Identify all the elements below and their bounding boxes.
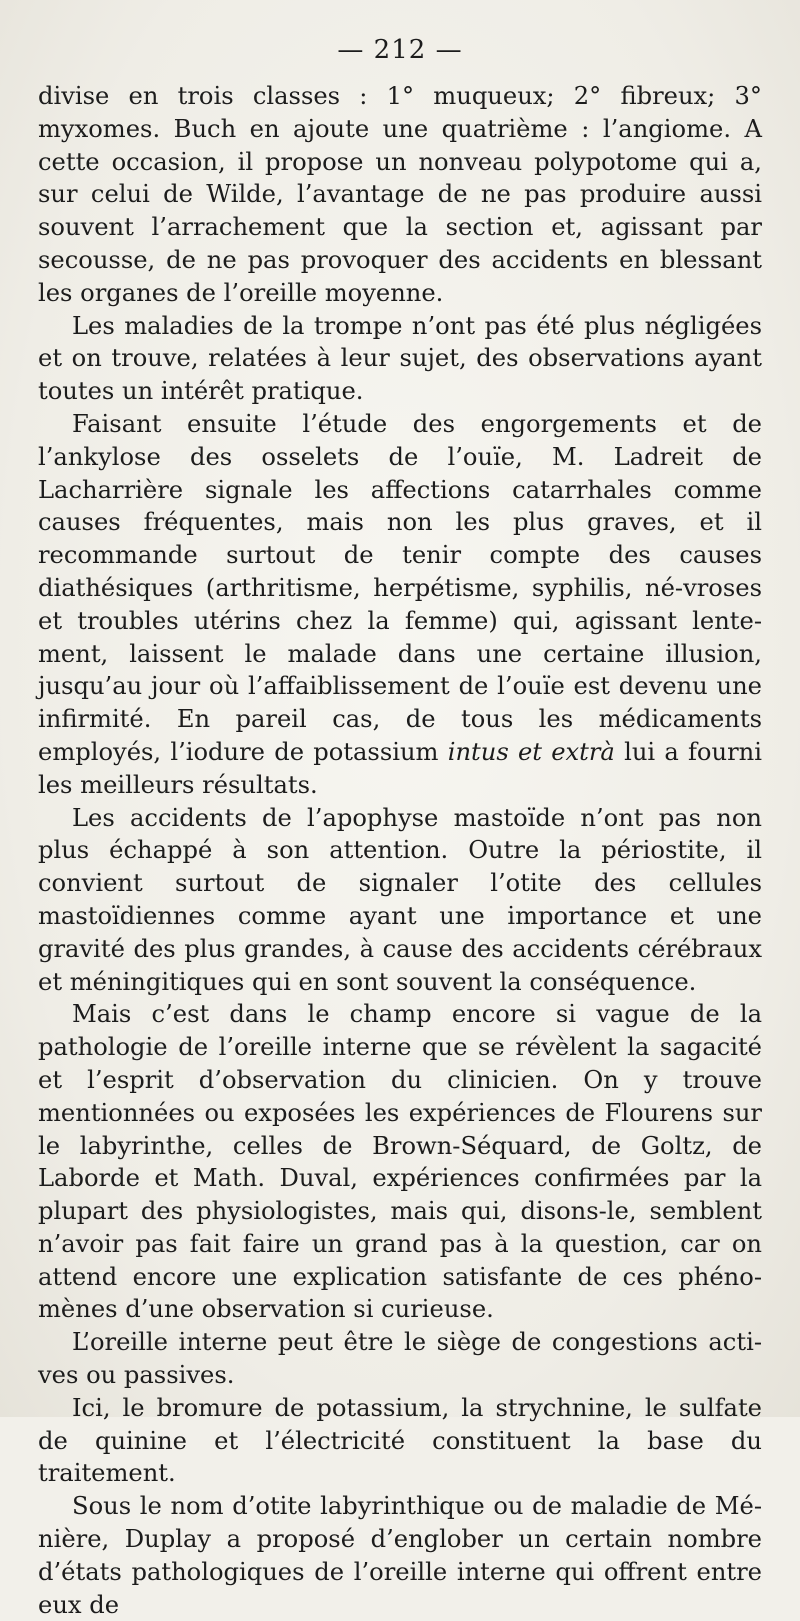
paragraph: Les maladies de la trompe n’ont pas été plus négligées et on trouve, relatées à leur sujet, des observations ayant toutes un intérêt pratique. [38,311,762,406]
body-text [38,80,762,1621]
paragraph: divise en trois classes : 1° muqueux; 2° fibreux; 3° myxomes. Buch en ajoute une quatrième : l’angiome. A cette occasion, il propose un nonveau polypotome qui a, sur celui de Wilde, l’avantage de ne pas produire aussi souvent l’arrachement que la section et, agissant par secousse, de ne pas provoquer des accidents en blessant les organes de l’oreille moyenne. [38,82,762,307]
paragraph: Ici, le bromure de potassium, la strychnine, le sulfate de quinine et l’électricité constituent la base du traitement. [38,1393,762,1488]
paragraph [38,408,762,802]
paragraph: L’oreille interne peut être le siège de congestions acti-ves ou passives. [38,1328,762,1390]
paragraph: Les accidents de l’apophyse mastoïde n’ont pas non plus échappé à son attention. Outre la périostite, il convient surtout de signaler l’otite des cellules mastoïdiennes comme ayant une importance et une gravité des plus grandes, à cause des accidents cérébraux et méningitiques qui en sont souvent la conséquence. [38,803,762,996]
paragraph: Mais c’est dans le champ encore si vague de la pathologie de l’oreille interne que se révèlent la sagacité et l’esprit d’observation du clinicien. On y trouve mentionnées ou exposées les expériences de Flourens sur le labyrinthe, celles de Brown-Séquard, de Goltz, de Laborde et Math. Duval, expériences confirmées par la plupart des physiologistes, mais qui, disons-le, semblent n’avoir pas fait faire un grand pas à la question, car on attend encore une explication satisfante de ces phéno-mènes d’une observation si curieuse. [38,1000,762,1324]
paragraph-text: Faisant ensuite l’étude des engorgements et de l’ankylose des osselets de l’ouïe, M. Ladreit de Lacharrière signale les affections catarrhales comme causes fréquentes, mais non les plus graves, et il recommande surtout de tenir compte des causes diathésiques (arthritisme, herpétisme, syphilis, né-vroses et troubles utérins chez la femme) qui, agissant lente-ment, laissent le malade dans une certaine illusion, jusqu’au jour où l’affaiblissement de l’ouïe est devenu une infirmité. En pareil cas, de tous les médicaments employés, l’iodure de potassium [38,409,762,766]
paragraph: Sous le nom d’otite labyrinthique ou de maladie de Mé-nière, Duplay a proposé d’englober un certain nombre d’états pathologiques de l’oreille interne qui offrent entre eux de [38,1492,762,1619]
italic-phrase: intus et extrà [447,737,615,766]
paragraph-text: lui a fourni les meilleurs résultats. [38,737,762,799]
page-number: — 212 — [337,35,463,65]
